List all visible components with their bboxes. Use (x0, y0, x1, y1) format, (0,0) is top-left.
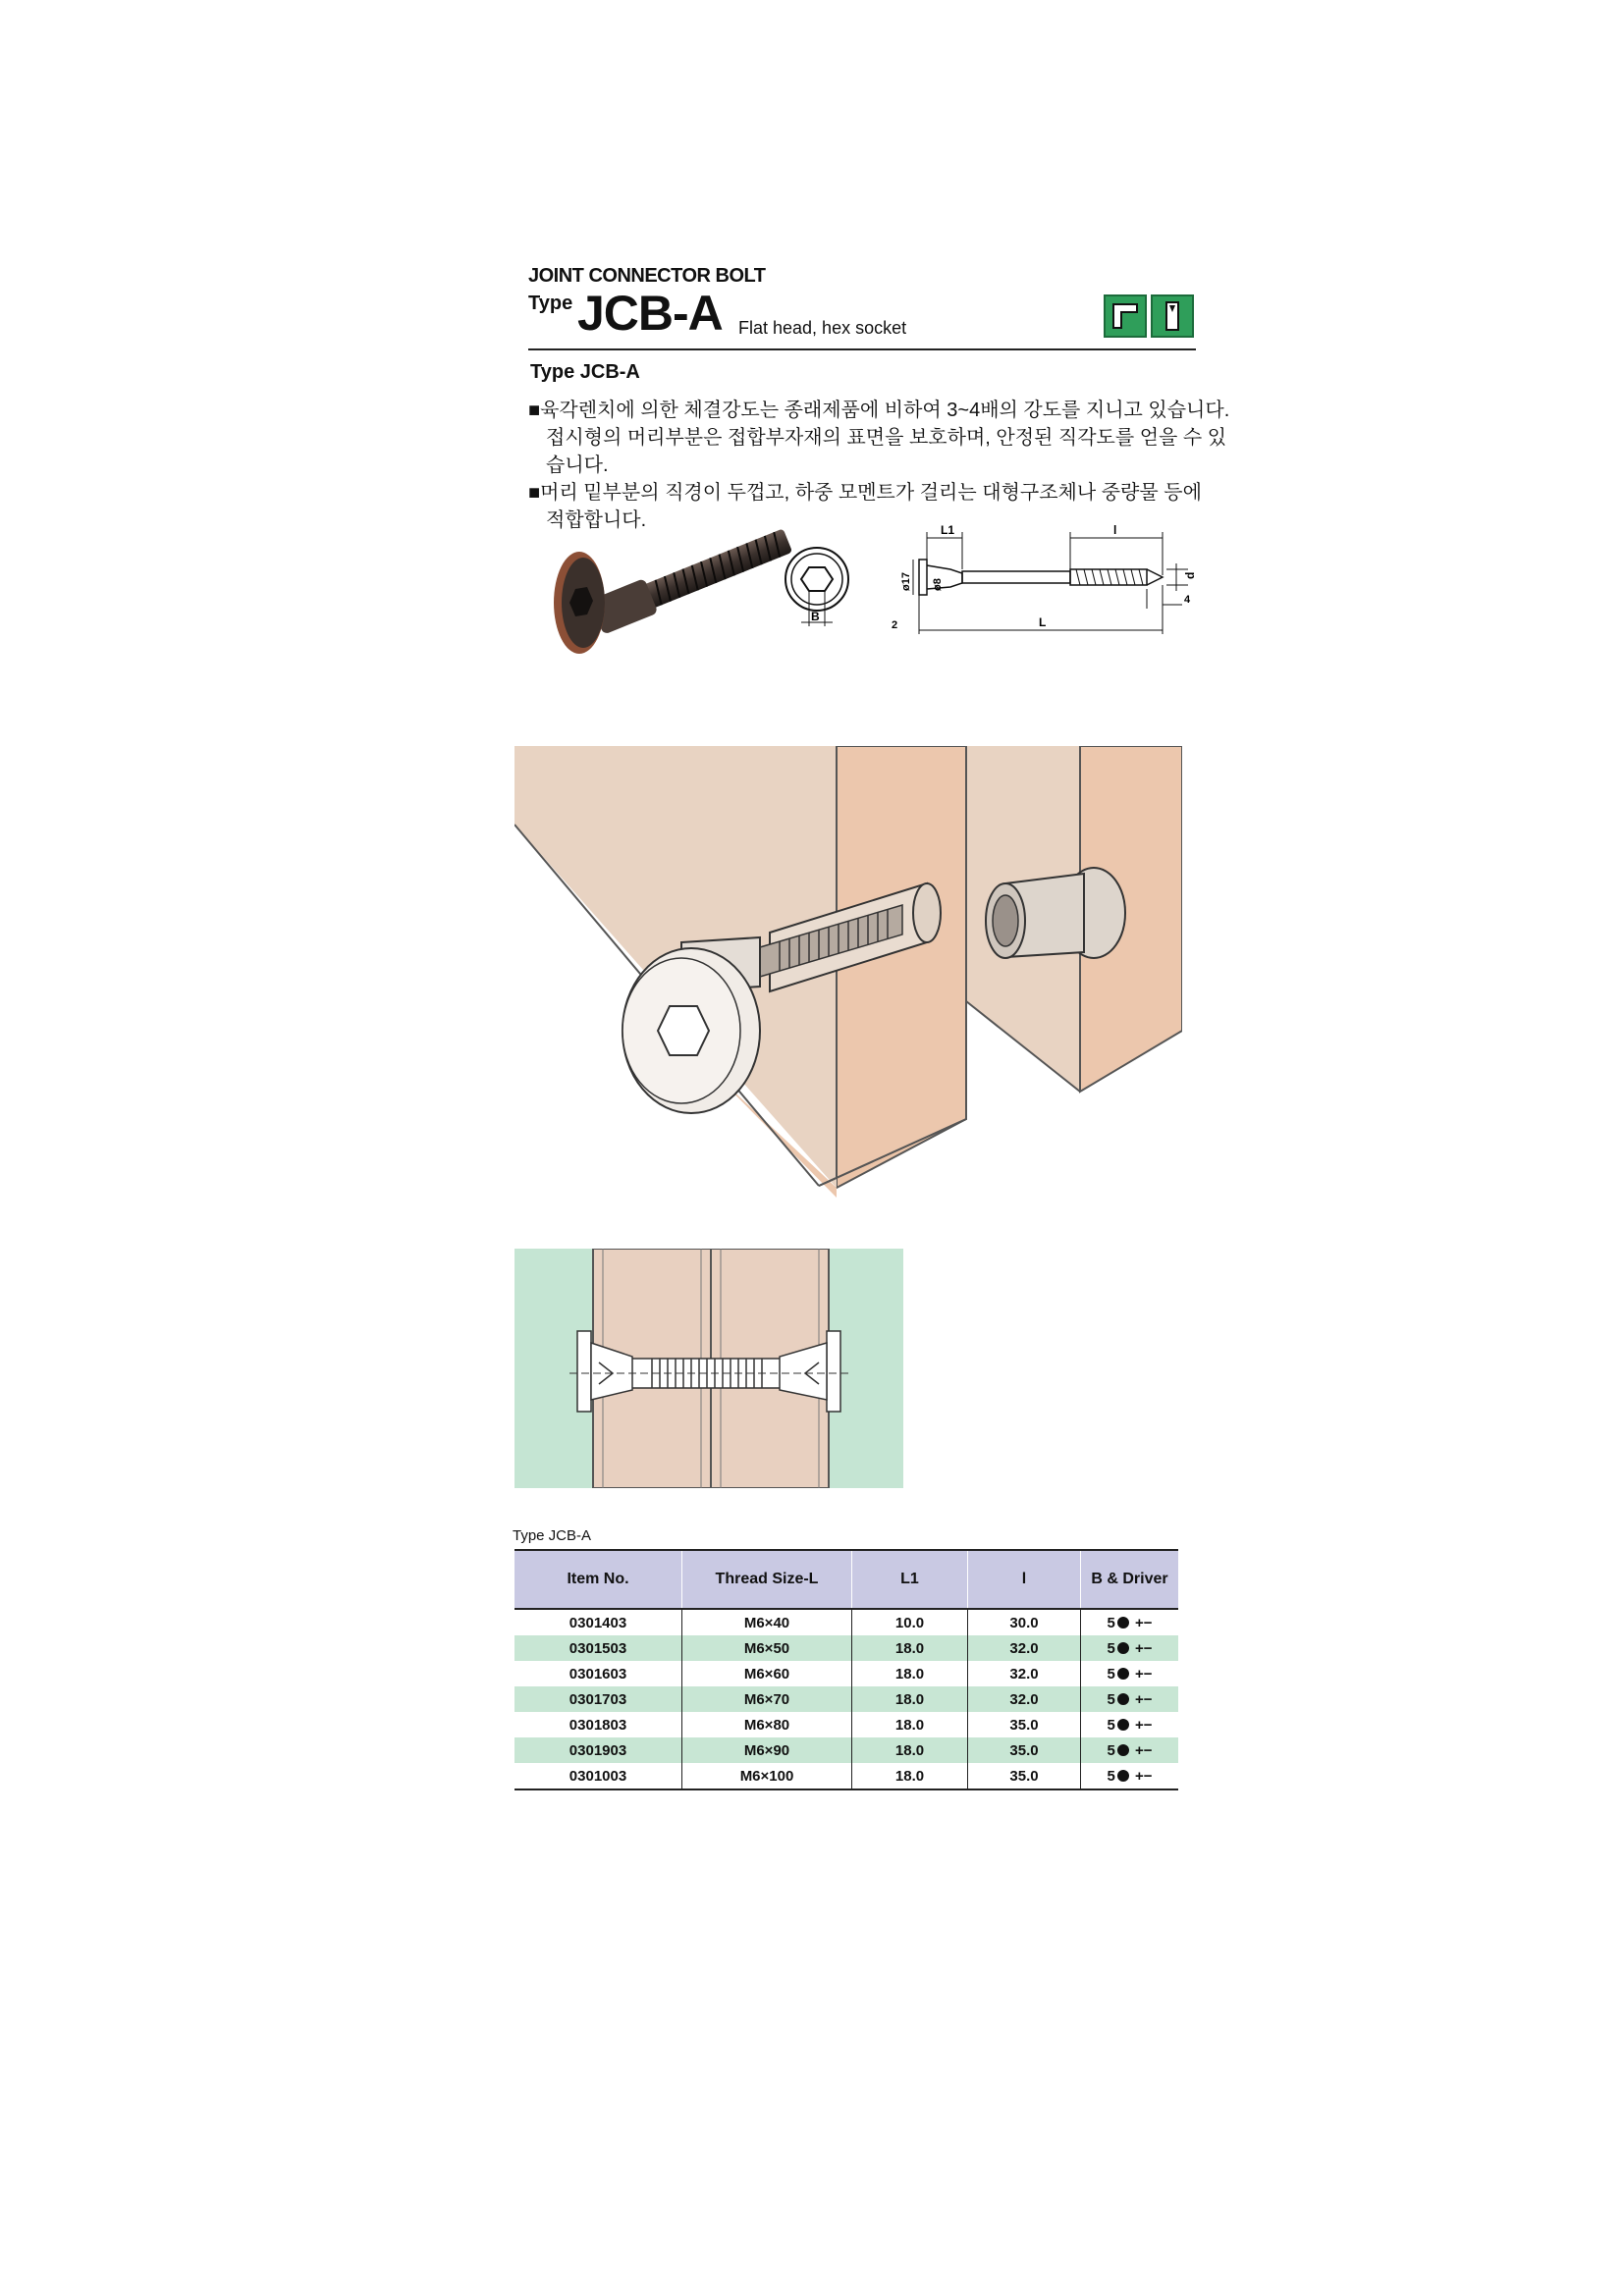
product-subtitle: Flat head, hex socket (738, 318, 907, 338)
table-row (514, 1686, 1178, 1712)
dim-label-4: 4 (1184, 594, 1191, 606)
driver-icon: +− (1134, 1614, 1153, 1631)
cell-item-no: 0301703 (514, 1686, 682, 1712)
dim-label-phi8: ø8 (932, 578, 944, 591)
table-caption: Type JCB-A (513, 1527, 592, 1544)
table-row (514, 1763, 1178, 1789)
col-header-l1: L1 (852, 1550, 968, 1609)
dim-label-l: l (1113, 523, 1117, 537)
driver-icon: +− (1134, 1639, 1153, 1657)
cell-b-driver (1081, 1609, 1179, 1635)
cell-b-driver (1081, 1635, 1179, 1661)
cell-b-driver (1081, 1686, 1179, 1712)
dim-label-2: 2 (892, 619, 898, 631)
cell-l: 30.0 (968, 1609, 1081, 1635)
cell-thread-size: M6×70 (682, 1686, 852, 1712)
bolt-type-icon (1151, 294, 1194, 338)
dim-label-d: d (1183, 571, 1197, 579)
table-row (514, 1635, 1178, 1661)
description-line: ■육각렌치에 의한 체결강도는 종래제품에 비하여 3~4배의 강도를 지니고 있습니다. (528, 400, 1230, 421)
hex-socket-icon (1117, 1668, 1129, 1680)
cell-l1: 18.0 (852, 1737, 968, 1763)
description-line: ■머리 밑부분의 직경이 두껍고, 하중 모멘트가 걸리는 대형구조체나 중량물 등에 (528, 482, 1202, 504)
cell-l: 35.0 (968, 1763, 1081, 1789)
description-line: 접시형의 머리부분은 접합부자재의 표면을 보호하며, 안정된 직각도를 얻을 수 있습니다. (546, 427, 1227, 476)
cell-l: 32.0 (968, 1661, 1081, 1686)
driver-icon: +− (1134, 1690, 1153, 1708)
cell-l1: 18.0 (852, 1635, 968, 1661)
dim-label-phi17: ø17 (900, 572, 912, 591)
cell-l1: 18.0 (852, 1712, 968, 1737)
hex-socket-icon (1117, 1642, 1129, 1654)
dim-label-B: B (811, 610, 820, 623)
table-row (514, 1737, 1178, 1763)
assembly-illustration (514, 746, 1182, 1198)
section-heading: Type JCB-A (530, 361, 640, 383)
cell-b-driver (1081, 1661, 1179, 1686)
table-row (514, 1661, 1178, 1686)
hex-socket-icon (1117, 1770, 1129, 1782)
cell-item-no: 0301903 (514, 1737, 682, 1763)
hex-socket-icon (1117, 1744, 1129, 1756)
table-header-row (514, 1550, 1178, 1609)
b-size: 5 (1107, 1665, 1115, 1682)
type-label: Type (528, 293, 573, 314)
driver-icon: +− (1134, 1767, 1153, 1785)
col-header-item-no: Item No. (514, 1550, 682, 1609)
driver-icon: +− (1134, 1665, 1153, 1682)
cell-thread-size: M6×90 (682, 1737, 852, 1763)
hex-socket-icon (1117, 1719, 1129, 1731)
cell-l: 32.0 (968, 1635, 1081, 1661)
b-size: 5 (1107, 1639, 1115, 1657)
col-header-l: l (968, 1550, 1081, 1609)
bolt-side-view-drawing (872, 520, 1206, 638)
b-size: 5 (1107, 1716, 1115, 1734)
cell-l: 35.0 (968, 1712, 1081, 1737)
cross-section-illustration (514, 1249, 903, 1488)
cell-item-no: 0301003 (514, 1763, 682, 1789)
cell-thread-size: M6×80 (682, 1712, 852, 1737)
cell-l: 32.0 (968, 1686, 1081, 1712)
driver-icon: +− (1134, 1741, 1153, 1759)
table-row (514, 1609, 1178, 1635)
cell-l1: 18.0 (852, 1763, 968, 1789)
cell-item-no: 0301803 (568, 1716, 627, 1734)
head-end-view-drawing (776, 538, 864, 636)
dim-label-L1: L1 (941, 523, 955, 537)
description-line: 적합합니다. (546, 509, 647, 531)
cell-b-driver (1081, 1737, 1179, 1763)
hex-socket-icon (1117, 1617, 1129, 1629)
product-title: JCB-A (577, 286, 723, 341)
spec-table (514, 1549, 1178, 1790)
cell-thread-size: M6×50 (682, 1635, 852, 1661)
b-size: 5 (1107, 1741, 1115, 1759)
cell-item-no: 0301403 (568, 1614, 627, 1631)
table-row (514, 1712, 1178, 1737)
col-header-thread-size: Thread Size-L (682, 1550, 852, 1609)
cell-thread-size: M6×100 (682, 1763, 852, 1789)
b-size: 5 (1107, 1614, 1115, 1631)
cell-l1: 18.0 (852, 1686, 968, 1712)
b-size: 5 (1107, 1767, 1115, 1785)
col-header-b-driver: B & Driver (1081, 1550, 1179, 1609)
driver-icon: +− (1134, 1716, 1153, 1734)
cell-l1: 10.0 (852, 1609, 968, 1635)
cell-thread-size: M6×40 (682, 1609, 852, 1635)
header-divider (528, 348, 1196, 350)
hex-socket-icon (1117, 1693, 1129, 1705)
cell-item-no: 0301603 (568, 1665, 627, 1682)
cell-l1: 18.0 (852, 1661, 968, 1686)
cell-l: 35.0 (968, 1737, 1081, 1763)
cell-b-driver (1081, 1763, 1179, 1789)
product-category: JOINT CONNECTOR BOLT (528, 265, 766, 287)
dim-label-L: L (1039, 615, 1047, 629)
cell-item-no: 0301503 (514, 1635, 682, 1661)
cell-thread-size: M6×60 (682, 1661, 852, 1686)
b-size: 5 (1107, 1690, 1115, 1708)
cell-b-driver (1081, 1712, 1179, 1737)
l-bracket-icon (1104, 294, 1147, 338)
